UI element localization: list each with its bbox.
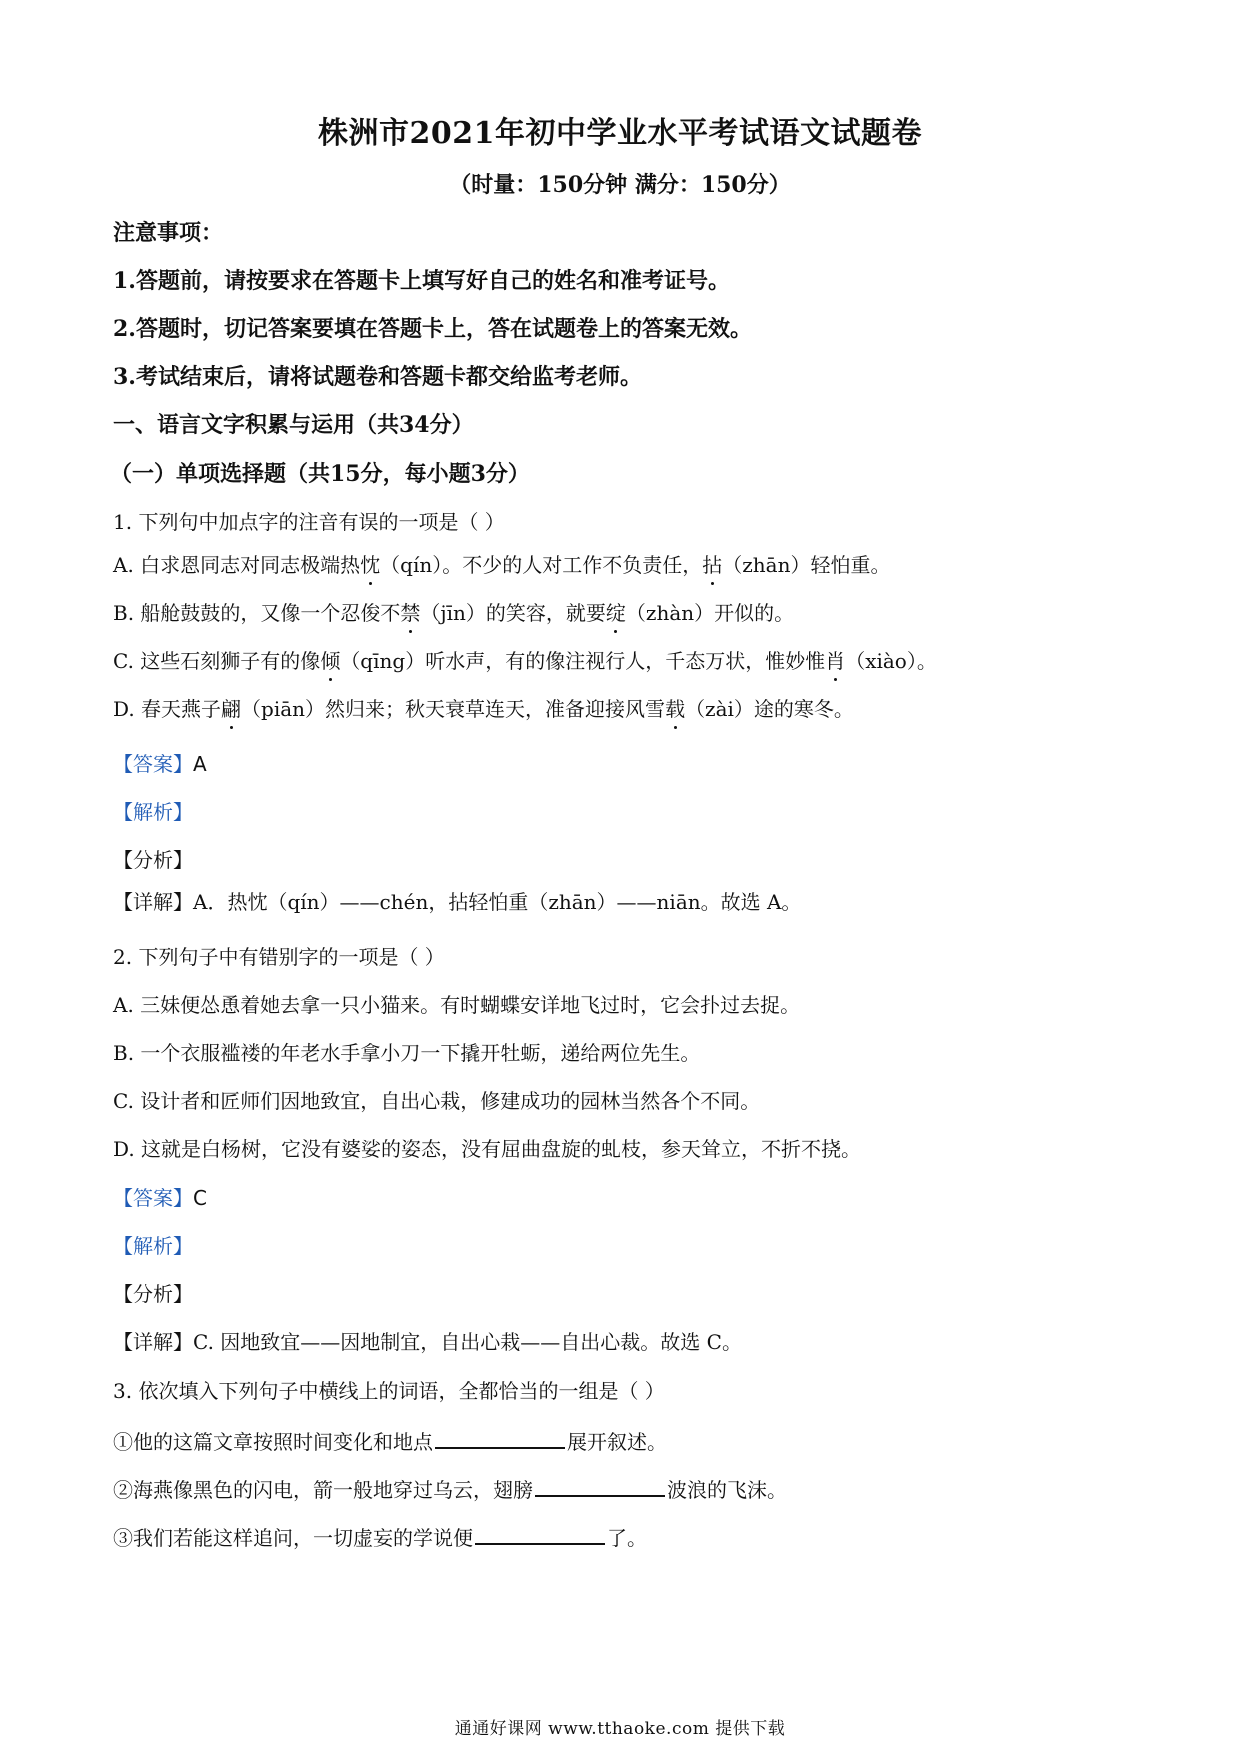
q1-option-b bbox=[113, 599, 794, 627]
option-text: （qín）。不少的人对工作不负责任， bbox=[380, 553, 703, 577]
q2-option-d: D. 这就是白杨树，它没有婆娑的姿态，没有屈曲盘旋的虬枝，参天耸立，不折不挠。 bbox=[113, 1137, 862, 1161]
q1-option-a bbox=[113, 551, 891, 579]
fill-blank bbox=[435, 1425, 565, 1449]
exam-time-score: （时量：150分钟 满分：150分） bbox=[449, 172, 791, 198]
q1-stem: 1. 下列句中加点字的注音有误的一项是（ ） bbox=[113, 510, 505, 534]
q3-stem: 3. 依次填入下列句子中横线上的词语，全都恰当的一组是（ ） bbox=[113, 1379, 665, 1403]
option-text: （zài）途的寒冬。 bbox=[685, 697, 854, 721]
dotted-char: 载 bbox=[665, 697, 686, 721]
answer-value: C bbox=[193, 1186, 207, 1210]
option-text: （jīn）的笑容，就要 bbox=[420, 601, 606, 625]
detail-tag: 【详解】 bbox=[113, 890, 193, 914]
dotted-char: 绽 bbox=[605, 601, 626, 625]
q1-answer bbox=[113, 750, 207, 778]
dotted-char: 拈 bbox=[702, 553, 723, 577]
detail-tag: 【详解】 bbox=[113, 1330, 193, 1354]
q2-option-c: C. 设计者和匠师们因地致宜，自出心栽，修建成功的园林当然各个不同。 bbox=[113, 1089, 761, 1113]
sentence-text: 波浪的飞沫。 bbox=[667, 1478, 787, 1502]
q1-jiexi-tag: 【解析】 bbox=[113, 800, 193, 824]
section-subheading: （一）单项选择题（共15分，每小题3分） bbox=[110, 461, 530, 487]
option-text: （piān）然归来；秋天衰草连天，准备迎接风雪 bbox=[241, 697, 666, 721]
q2-stem: 2. 下列句子中有错别字的一项是（ ） bbox=[113, 945, 445, 969]
option-text: （zhàn）开似的。 bbox=[625, 601, 795, 625]
notice-item: 2.答题时，切记答案要填在答题卡上，答在试题卷上的答案无效。 bbox=[113, 316, 752, 342]
sentence-text: ③我们若能这样追问，一切虚妄的学说便 bbox=[113, 1526, 473, 1550]
q1-detail bbox=[113, 888, 801, 916]
q1-fenxi-tag: 【分析】 bbox=[113, 848, 193, 872]
sentence-text: 了。 bbox=[607, 1526, 647, 1550]
answer-value: A bbox=[193, 752, 207, 776]
fill-blank bbox=[475, 1521, 605, 1545]
q3-sentence-3 bbox=[113, 1521, 647, 1552]
page-title: 株洲市2021年初中学业水平考试语文试题卷 bbox=[318, 116, 922, 151]
q2-detail bbox=[113, 1328, 742, 1356]
q2-fenxi-tag: 【分析】 bbox=[113, 1282, 193, 1306]
q2-answer bbox=[113, 1184, 207, 1212]
answer-tag: 【答案】 bbox=[113, 1186, 193, 1210]
option-text: （zhān）轻怕重。 bbox=[722, 553, 891, 577]
dotted-char: 肖 bbox=[825, 649, 846, 673]
option-text: D. 春天燕子 bbox=[113, 697, 222, 721]
answer-tag: 【答案】 bbox=[113, 752, 193, 776]
dotted-char: 禁 bbox=[400, 601, 421, 625]
option-text: （qīng）听水声，有的像注视行人，千态万状，惟妙惟 bbox=[340, 649, 826, 673]
dotted-char: 翩 bbox=[221, 697, 242, 721]
page-footer: 通通好课网 www.tthaoke.com 提供下载 bbox=[454, 1719, 786, 1739]
option-text: A. 白求恩同志对同志极端热 bbox=[113, 553, 361, 577]
section-heading: 一、语言文字积累与运用（共34分） bbox=[113, 412, 474, 438]
notice-item: 3.考试结束后，请将试题卷和答题卡都交给监考老师。 bbox=[113, 364, 642, 390]
q3-sentence-2 bbox=[113, 1473, 787, 1504]
dotted-char: 忱 bbox=[360, 553, 381, 577]
q2-option-b: B. 一个衣服褴褛的年老水手拿小刀一下撬开牡蛎，递给两位先生。 bbox=[113, 1041, 701, 1065]
notice-heading: 注意事项： bbox=[113, 220, 224, 246]
detail-text: A．热忱（qín）——chén，拈轻怕重（zhān）——niān。故选 A。 bbox=[193, 890, 802, 914]
q2-option-a: A. 三妹便怂恿着她去拿一只小猫来。有时蝴蝶安详地飞过时，它会扑过去捉。 bbox=[113, 993, 801, 1017]
q1-option-d bbox=[113, 695, 854, 723]
q1-option-c bbox=[113, 647, 937, 675]
detail-text: C. 因地致宜——因地制宜，自出心栽——自出心裁。故选 C。 bbox=[193, 1330, 742, 1354]
fill-blank bbox=[535, 1473, 665, 1497]
option-text: B. 船舱鼓鼓的，又像一个忍俊不 bbox=[113, 601, 401, 625]
notice-item: 1.答题前，请按要求在答题卡上填写好自己的姓名和准考证号。 bbox=[113, 268, 730, 294]
sentence-text: 展开叙述。 bbox=[567, 1430, 667, 1454]
sentence-text: ②海燕像黑色的闪电，箭一般地穿过乌云，翅膀 bbox=[113, 1478, 533, 1502]
option-text: C. 这些石刻狮子有的像 bbox=[113, 649, 321, 673]
q2-jiexi-tag: 【解析】 bbox=[113, 1234, 193, 1258]
sentence-text: ①他的这篇文章按照时间变化和地点 bbox=[113, 1430, 433, 1454]
dotted-char: 倾 bbox=[320, 649, 341, 673]
option-text: （xiào）。 bbox=[845, 649, 937, 673]
q3-sentence-1 bbox=[113, 1425, 667, 1456]
